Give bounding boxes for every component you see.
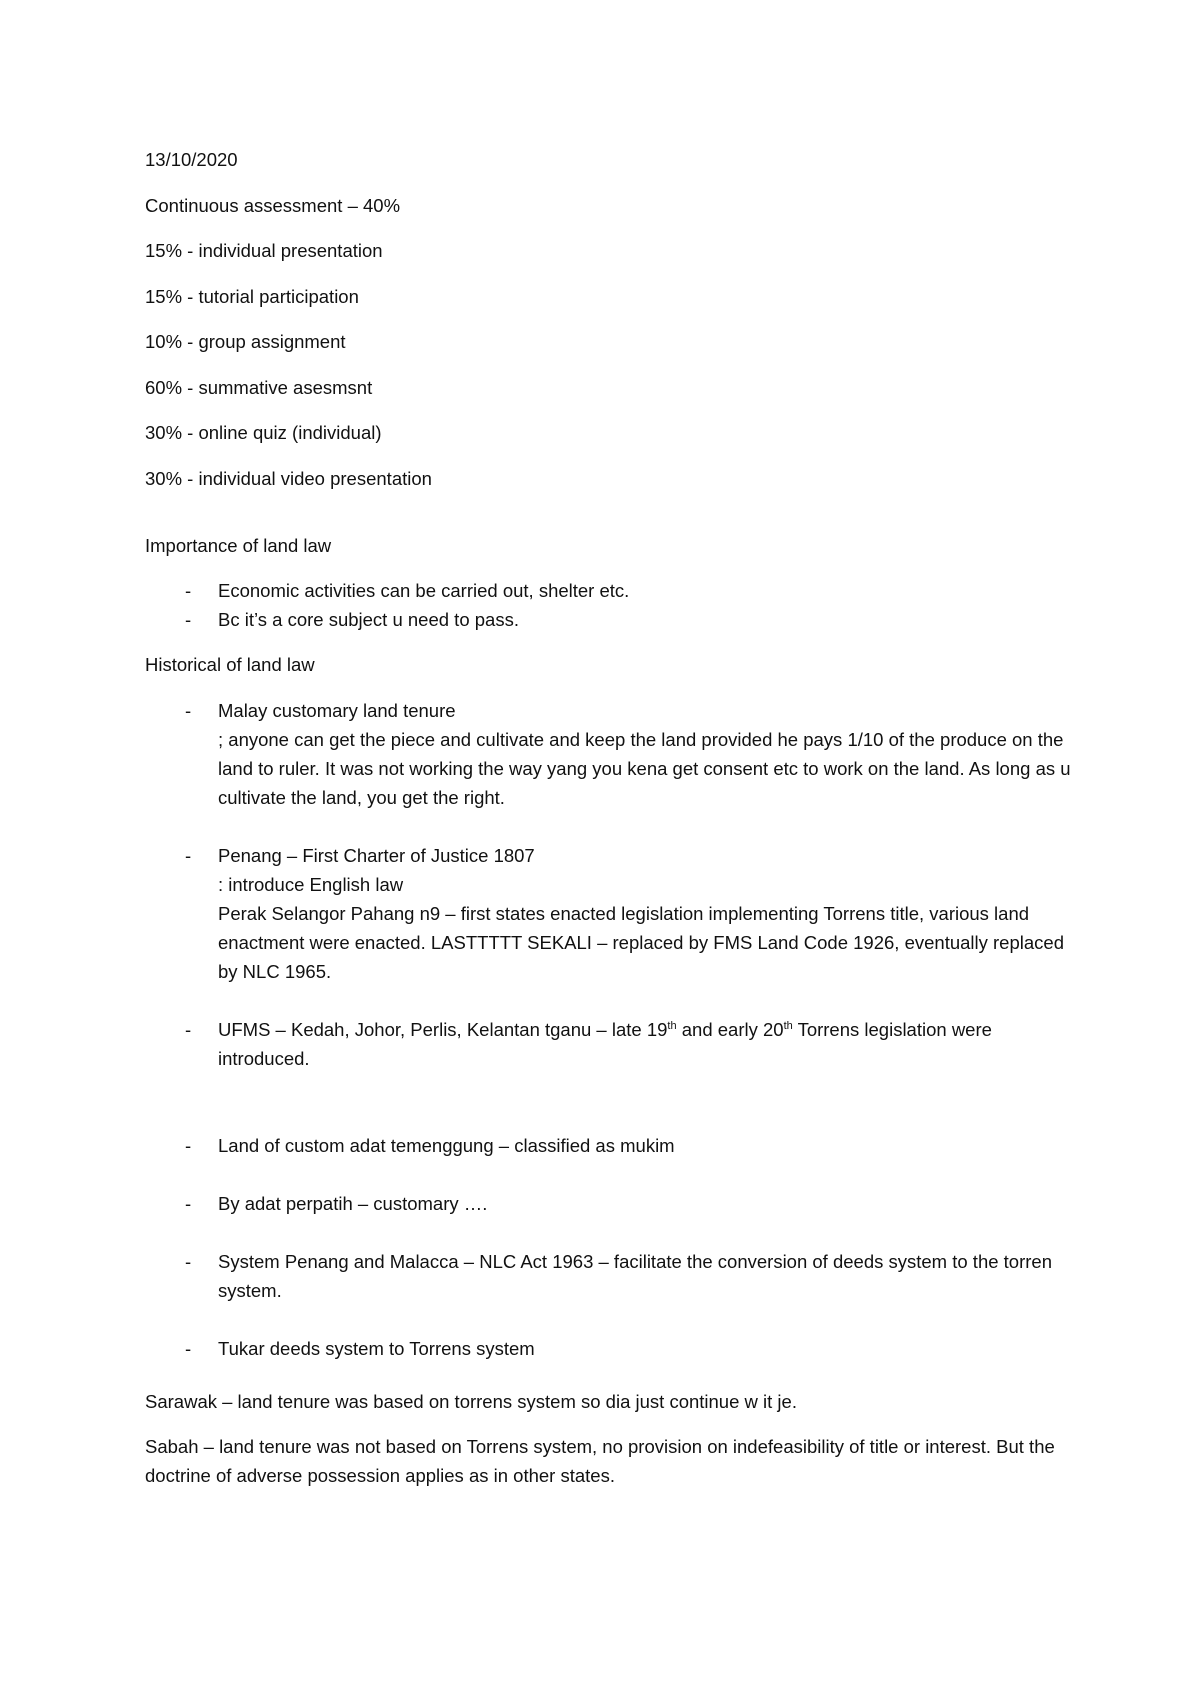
sabah-paragraph: Sabah – land tenure was not based on Torrens system, no provision on indefeasibility of title or interest. But the doctrine of adverse possession applies as in other states. — [145, 1436, 1055, 1486]
assessment-line: 60% - summative asesmsnt — [145, 376, 373, 398]
list-item-malay-customary — [145, 696, 1075, 812]
dash-bullet: - — [185, 844, 192, 866]
importance-list — [145, 576, 1075, 634]
list-item-title: Penang – First Charter of Justice 1807 — [218, 844, 535, 866]
superscript: th — [667, 1019, 677, 1032]
list-item-subline: : introduce English law — [218, 873, 404, 895]
list-item-adat-perpatih — [145, 1189, 1075, 1218]
list-item-tukar-deeds — [145, 1334, 1075, 1363]
text-run: and early 20 — [676, 1018, 784, 1040]
assessment-line: Continuous assessment – 40% — [145, 194, 401, 216]
assessment-line: 15% - tutorial participation — [145, 285, 359, 307]
list-item-text: Bc it’s a core subject u need to pass. — [218, 609, 519, 630]
text-run: Torrens legislation were introduced. — [218, 1018, 992, 1069]
text-run: UFMS – Kedah, Johor, Perlis, Kelantan tganu – late 19 — [218, 1018, 668, 1040]
assessment-line: 10% - group assignment — [145, 331, 346, 352]
list-item-body: By adat perpatih – customary …. — [218, 1192, 488, 1214]
dash-bullet: - — [185, 1134, 192, 1156]
list-item-body: Tukar deeds system to Torrens system — [218, 1337, 535, 1359]
list-item-body: Land of custom adat temenggung – classified as mukim — [218, 1134, 675, 1156]
list-item-text: Economic activities can be carried out, shelter etc. — [218, 580, 630, 601]
date-line: 13/10/2020 — [145, 149, 238, 170]
list-item-ufms — [145, 1015, 1075, 1073]
list-item-penang-malacca — [145, 1247, 1075, 1305]
list-item-adat-temenggung — [145, 1131, 1075, 1160]
dash-bullet: - — [185, 580, 192, 601]
list-item — [145, 576, 1075, 605]
list-item-body: System Penang and Malacca – NLC Act 1963 – facilitate the conversion of deeds system to the torren system. — [218, 1250, 1052, 1301]
historical-list — [145, 696, 1075, 1363]
list-item-body — [218, 1019, 992, 1069]
document-body — [145, 145, 1075, 1507]
list-item-penang-charter — [145, 841, 1075, 986]
dash-bullet: - — [185, 1018, 192, 1040]
dash-bullet: - — [185, 1337, 192, 1359]
importance-heading: Importance of land law — [145, 534, 332, 556]
list-item-body: Perak Selangor Pahang n9 – first states enacted legislation implementing Torrens title, various land enactment were enacted. LASTTTTT SEKALI – replaced by FMS Land Code 1926, eventually replaced by NLC 1965. — [218, 902, 1064, 982]
dash-bullet: - — [185, 1250, 192, 1272]
dash-bullet: - — [185, 1192, 192, 1214]
assessment-line: 30% - individual video presentation — [145, 467, 432, 489]
dash-bullet: - — [185, 699, 192, 721]
sarawak-paragraph: Sarawak – land tenure was based on torrens system so dia just continue w it je. — [145, 1390, 797, 1412]
assessment-line: 30% - online quiz (individual) — [145, 422, 382, 443]
historical-heading: Historical of land law — [145, 654, 315, 675]
superscript: th — [783, 1019, 793, 1032]
dash-bullet: - — [185, 609, 192, 630]
list-item-body: ; anyone can get the piece and cultivate and keep the land provided he pays 1/10 of the produce on the land to ruler. It was not working the way yang you kena get consent etc to work on the land. As long as u cultivate the land, you get the right. — [218, 728, 1071, 808]
list-item — [145, 605, 1075, 634]
assessment-line: 15% - individual presentation — [145, 240, 383, 261]
list-item-title: Malay customary land tenure — [218, 699, 456, 721]
